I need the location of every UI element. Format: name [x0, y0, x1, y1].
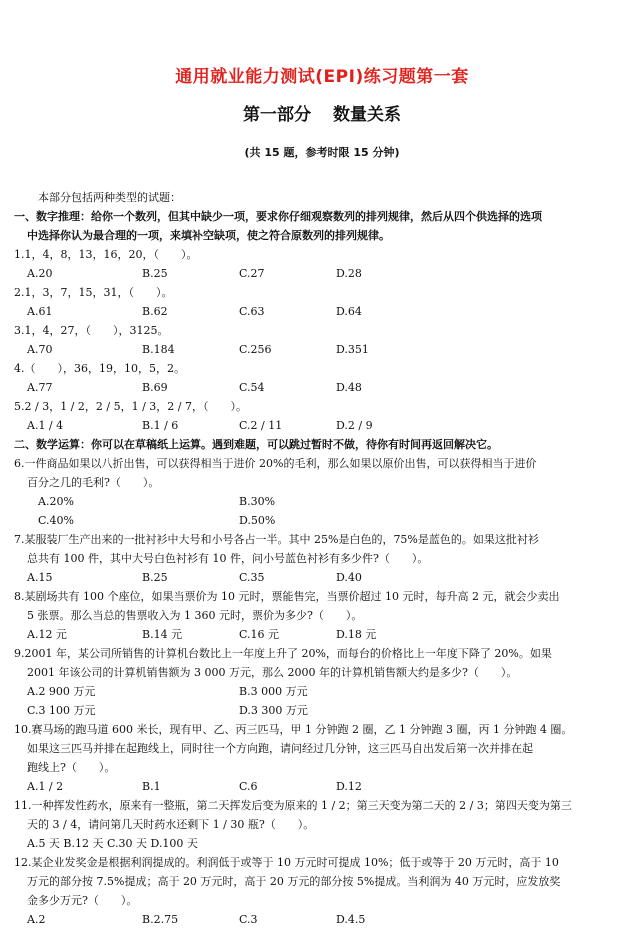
- q5-option-c: C.2 / 11: [239, 419, 283, 432]
- question-3-options: [14, 340, 626, 359]
- q4-option-c: C.54: [239, 381, 265, 394]
- section2-heading: 二、数学运算：你可以在草稿纸上运算。遇到难题，可以跳过暂时不做，待你有时间再返回解决它。: [14, 438, 498, 451]
- q12-option-d: D.4.5: [336, 913, 366, 926]
- question-3: 3.1，4，27，（ ），3125。: [14, 324, 169, 337]
- q1-option-c: C.27: [239, 267, 265, 280]
- q10-option-d: D.12: [336, 780, 362, 793]
- q5-option-d: D.2 / 9: [336, 419, 373, 432]
- intro-text: 本部分包括两种类型的试题：: [38, 191, 181, 204]
- q4-option-b: B.69: [142, 381, 168, 394]
- question-6-options-row1: [14, 492, 626, 511]
- question-10-line1: 10.赛马场的跑马道 600 米长，现有甲、乙、丙三匹马，甲 1 分钟跑 2 圈，乙 1 分钟跑 3 圈，丙 1 分钟跑 4 圈。: [14, 723, 573, 736]
- q8-option-c: C.16 元: [239, 628, 280, 641]
- question-10-line2: 如果这三匹马并排在起跑线上，同时往一个方向跑，请问经过几分钟，这三匹马自出发后第一次并排在起: [27, 742, 533, 755]
- q3-option-a: A.70: [27, 343, 53, 356]
- q9-option-a: A.2 900 万元: [27, 685, 96, 698]
- section1-line2: 中选择你认为最合理的一项，来填补空缺项，使之符合原数列的排列规律。: [27, 229, 390, 242]
- question-6-line2: 百分之几的毛利?（ ）。: [27, 476, 160, 489]
- q7-option-b: B.25: [142, 571, 168, 584]
- question-12-line2: 万元的部分按 7.5%提成；高于 20 万元时，高于 20 万元的部分按 5%提成。当利润为 40 万元时，应发放奖: [27, 875, 561, 888]
- question-9-options-row2: [14, 701, 626, 720]
- part-heading: [0, 100, 644, 125]
- question-7-line1: 7.某服装厂生产出来的一批衬衫中大号和小号各占一半。其中 25%是白色的，75%是蓝色的。如果这批衬衫: [14, 533, 539, 546]
- q2-option-b: B.62: [142, 305, 168, 318]
- question-12-line3: 金多少万元?（ ）。: [27, 894, 138, 907]
- question-12-line1: 12.某企业发奖金是根据利润提成的。利润低于或等于 10 万元时可提成 10%；低于或等于 20 万元时，高于 10: [14, 856, 559, 869]
- q2-option-a: A.61: [27, 305, 53, 318]
- q2-option-c: C.63: [239, 305, 265, 318]
- q1-option-d: D.28: [336, 267, 362, 280]
- q5-option-a: A.1 / 4: [27, 419, 64, 432]
- section1-line1: 一、数字推理：给你一个数列，但其中缺少一项，要求你仔细观察数列的排列规律，然后从四个供选择的选项: [14, 210, 542, 223]
- question-9-line2: 2001 年该公司的计算机销售额为 3 000 万元，那么 2000 年的计算机销售额大约是多少?（ ）。: [27, 666, 518, 679]
- question-6-options-row2: [14, 511, 626, 530]
- q12-option-b: B.2.75: [142, 913, 179, 926]
- q10-option-b: B.1: [142, 780, 161, 793]
- q10-option-c: C.6: [239, 780, 258, 793]
- question-8-options: [14, 625, 626, 644]
- q9-option-c: C.3 100 万元: [27, 704, 96, 717]
- question-list: [14, 188, 626, 929]
- q8-option-d: D.18 元: [336, 628, 377, 641]
- question-11-line1: 11.一种挥发性药水，原来有一整瓶，第二天挥发后变为原来的 1 / 2；第三天变为第二天的 2 / 3；第四天变为第三: [14, 799, 572, 812]
- question-1-options: [14, 264, 626, 283]
- question-5: 5.2 / 3，1 / 2，2 / 5，1 / 3，2 / 7，（ ）。: [14, 400, 247, 413]
- question-2: 2.1，3，7，15，31，（ ）。: [14, 286, 173, 299]
- time-note: (共 15 题，参考时限 15 分钟): [244, 146, 400, 159]
- question-9-options-row1: [14, 682, 626, 701]
- question-11-options: A.5 天 B.12 天 C.30 天 D.100 天: [27, 837, 198, 850]
- question-10-options: [14, 777, 626, 796]
- question-5-options: [14, 416, 626, 435]
- q6-option-b: B.30%: [239, 495, 276, 508]
- q12-option-c: C.3: [239, 913, 258, 926]
- question-4-options: [14, 378, 626, 397]
- q3-option-c: C.256: [239, 343, 272, 356]
- q9-option-b: B.3 000 万元: [239, 685, 308, 698]
- question-8-line1: 8.某剧场共有 100 个座位，如果当票价为 10 元时，票能售完，当票价超过 10 元时，每升高 2 元，就会少卖出: [14, 590, 560, 603]
- question-12-options: [14, 910, 626, 929]
- q1-option-a: A.20: [27, 267, 53, 280]
- q12-option-a: A.2: [27, 913, 46, 926]
- q6-option-c: C.40%: [38, 514, 74, 527]
- question-7-options: [14, 568, 626, 587]
- part-label: 第一部分: [243, 105, 311, 125]
- q8-option-a: A.12 元: [27, 628, 67, 641]
- q2-option-d: D.64: [336, 305, 362, 318]
- question-1: 1.1，4，8，13，16，20，（ ）。: [14, 248, 198, 261]
- q6-option-a: A.20%: [38, 495, 74, 508]
- question-11-line2: 天的 3 / 4，请问第几天时药水还剩下 1 / 30 瓶?（ ）。: [27, 818, 315, 831]
- question-10-line3: 跑线上?（ ）。: [27, 761, 116, 774]
- q3-option-d: D.351: [336, 343, 369, 356]
- question-9-line1: 9.2001 年，某公司所销售的计算机台数比上一年度上升了 20%，而每台的价格比上一年度下降了 20%。如果: [14, 647, 552, 660]
- document-title: 通用就业能力测试(EPI)练习题第一套: [175, 67, 469, 87]
- q7-option-d: D.40: [336, 571, 362, 584]
- part-name: 数量关系: [333, 105, 401, 125]
- q7-option-a: A.15: [27, 571, 53, 584]
- q3-option-b: B.184: [142, 343, 175, 356]
- question-2-options: [14, 302, 626, 321]
- question-8-line2: 5 张票。那么当总的售票收入为 1 360 元时，票价为多少?（ ）。: [27, 609, 363, 622]
- q6-option-d: D.50%: [239, 514, 276, 527]
- q9-option-d: D.3 300 万元: [239, 704, 308, 717]
- q8-option-b: B.14 元: [142, 628, 183, 641]
- question-4: 4.（ ），36，19，10，5，2。: [14, 362, 185, 375]
- q4-option-a: A.77: [27, 381, 53, 394]
- q10-option-a: A.1 / 2: [27, 780, 64, 793]
- question-7-line2: 总共有 100 件，其中大号白色衬衫有 10 件，问小号蓝色衬衫有多少件?（ ）。: [27, 552, 429, 565]
- q4-option-d: D.48: [336, 381, 362, 394]
- question-6-line1: 6.一件商品如果以八折出售，可以获得相当于进价 20%的毛利，那么如果以原价出售，可以获得相当于进价: [14, 457, 537, 470]
- q7-option-c: C.35: [239, 571, 265, 584]
- q1-option-b: B.25: [142, 267, 168, 280]
- q5-option-b: B.1 / 6: [142, 419, 179, 432]
